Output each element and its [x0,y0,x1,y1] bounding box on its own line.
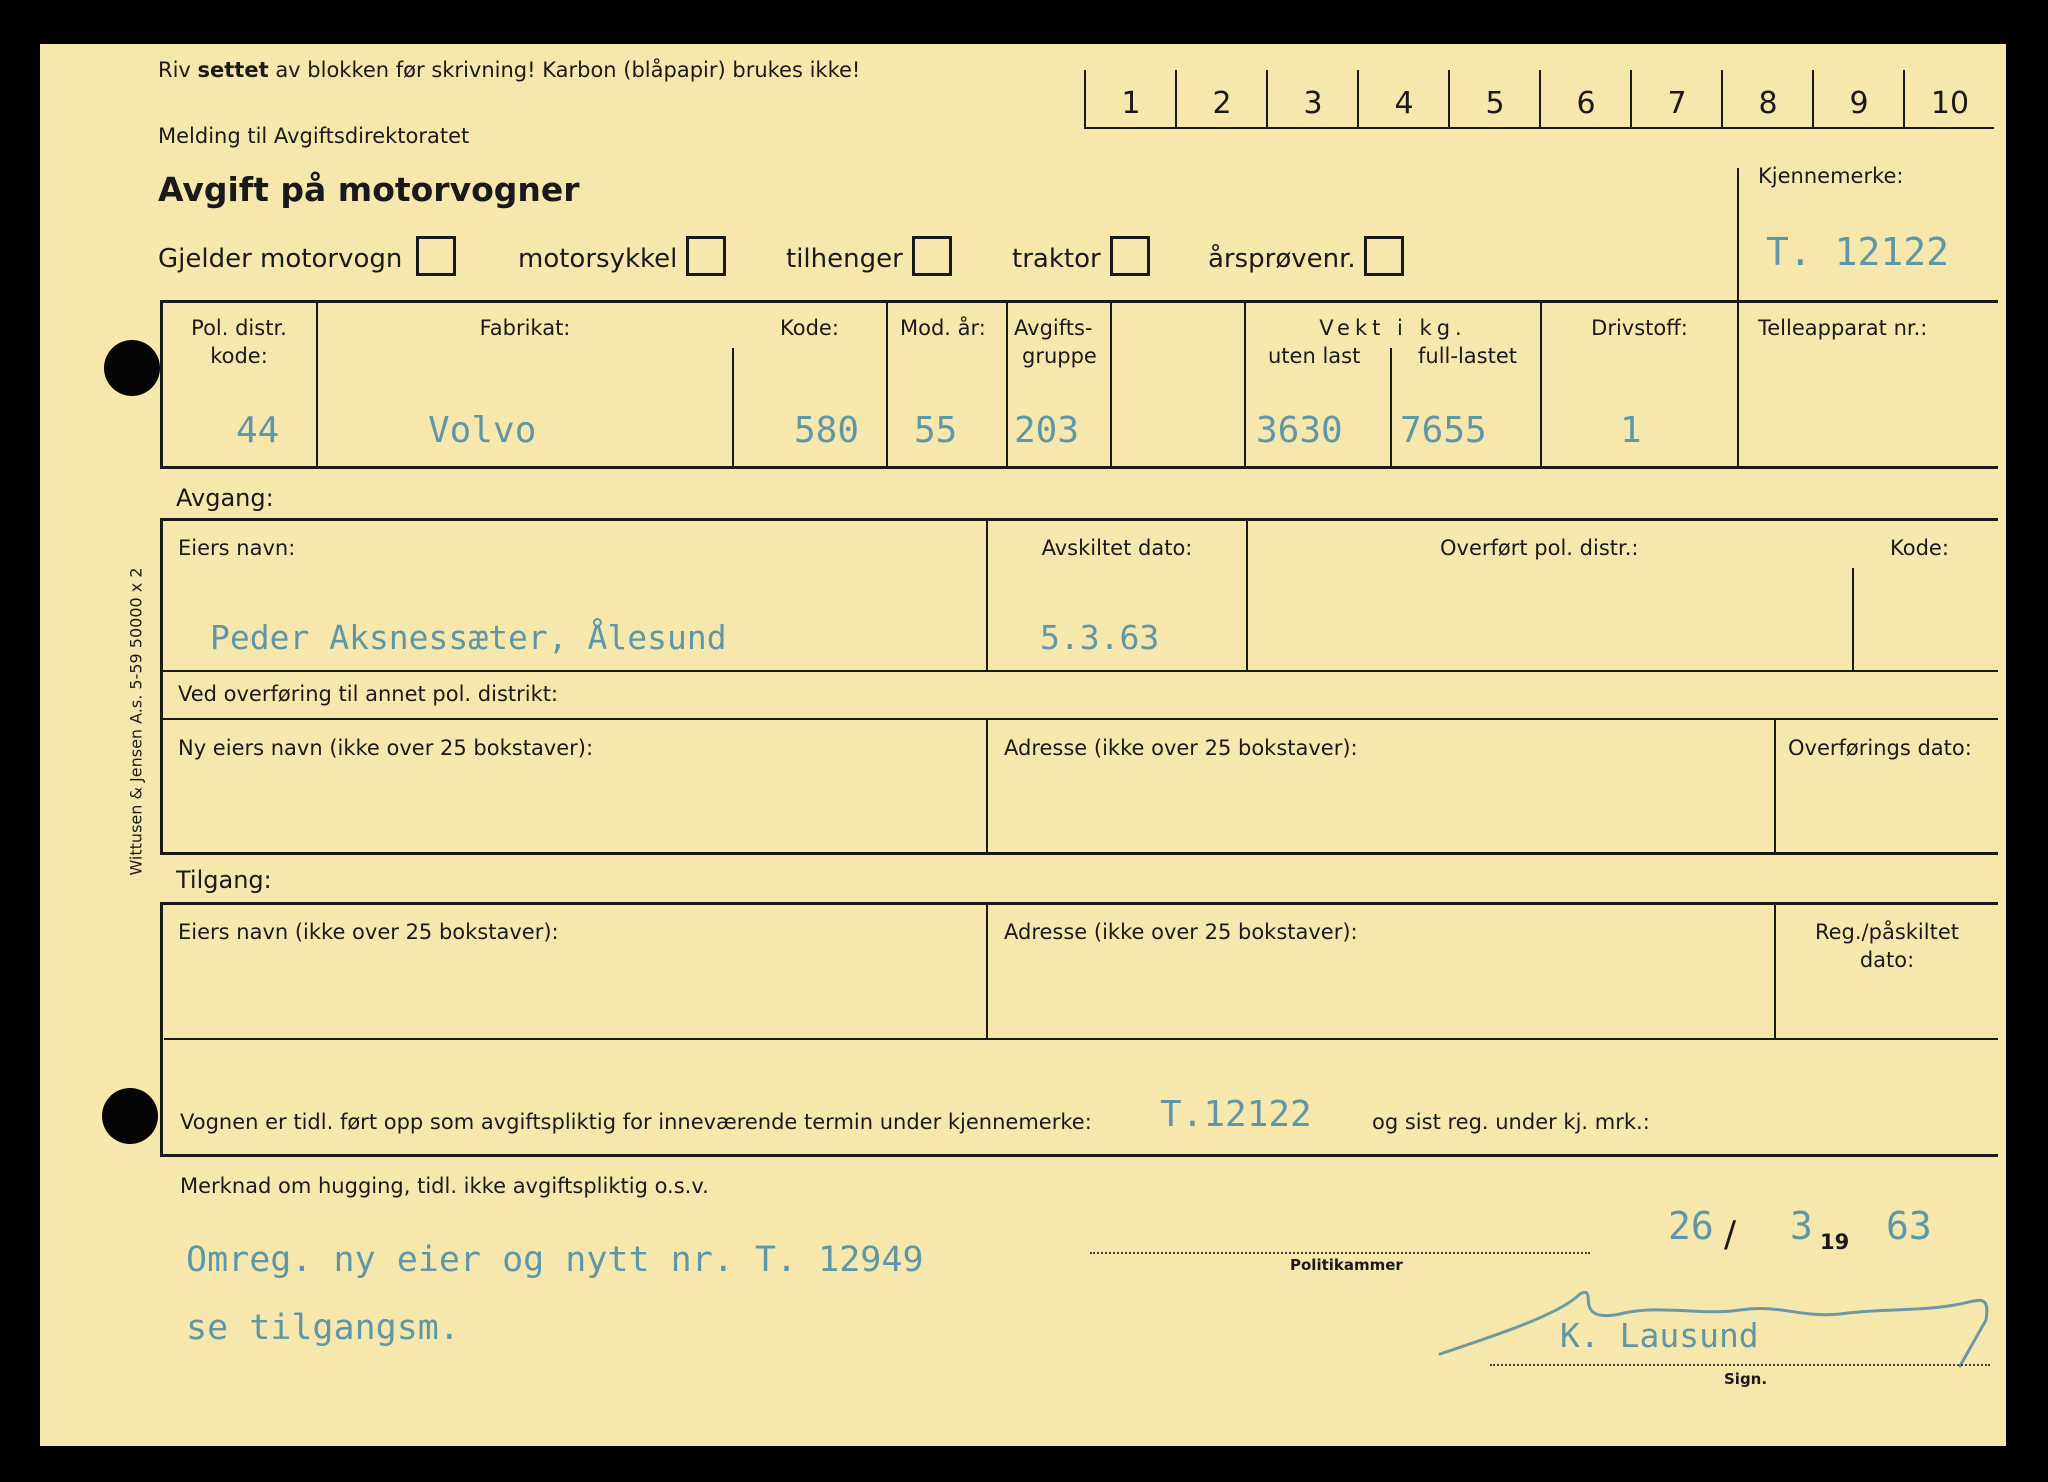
tilgang-adresse-label: Adresse (ikke over 25 bokstaver): [1004,920,1358,944]
number-8: 8 [1758,86,1778,121]
gjelder-label: Gjelder motorvogn [158,244,403,274]
number-9: 9 [1849,86,1869,121]
kode-label: Kode: [780,316,839,340]
number-6: 6 [1576,86,1596,121]
motorsykkel-checkbox[interactable] [686,236,726,276]
avskiltet-value: 5.3.63 [1040,618,1160,657]
vognen-text: Vognen er tidl. ført opp som avgiftspliktig for inneværende termin under kjennemerke: [180,1110,1092,1134]
number-2: 2 [1212,86,1232,121]
avgiftsgruppe-value: 203 [1014,410,1080,451]
overfort-label: Overført pol. distr.: [1440,536,1639,560]
merknad-line-1: Omreg. ny eier og nytt nr. T. 12949 [186,1240,924,1280]
date-separator: / [1724,1214,1737,1255]
avgang-eier-value: Peder Aksnessæter, Ålesund [210,618,727,657]
traktor-label: traktor [1012,244,1101,274]
uten-last-label: uten last [1268,344,1361,368]
melding-text: Melding til Avgiftsdirektoratet [158,124,470,148]
pol-distr-value: 44 [236,410,280,451]
avgang-eier-label: Eiers navn: [178,536,296,560]
number-3: 3 [1303,86,1323,121]
reg-paskiltet-label-2: dato: [1859,948,1915,972]
document-card [40,44,2006,1446]
traktor-checkbox[interactable] [1110,236,1150,276]
ved-overforing-label: Ved overføring til annet pol. distrikt: [178,682,559,706]
arsprovenr-label: årsprøvenr. [1208,244,1356,274]
printer-side-text: Wittusen & Jensen A.s. 5-59 50000 x 2 [126,567,146,876]
instruction-post: av blokken før skrivning! Karbon (blåpapir) brukes ikke! [268,58,861,82]
politikammer-label: Politikammer [1290,1256,1403,1274]
punch-hole-bottom [102,1088,158,1144]
avgiftsgruppe-label-2: gruppe [1022,344,1097,368]
motorsykkel-label: motorsykkel [518,244,678,274]
merknad-line-2: se tilgangsm. [186,1308,460,1348]
full-lastet-value: 7655 [1400,410,1487,451]
drivstoff-value: 1 [1620,410,1642,451]
number-4: 4 [1394,86,1414,121]
instruction-pre: Riv [158,58,198,82]
date-century: 19 [1820,1230,1850,1254]
avskiltet-label: Avskiltet dato: [1041,536,1193,560]
fabrikat-value: Volvo [428,410,537,451]
kjennemerke-label: Kjennemerke: [1758,164,1904,188]
full-lastet-label: full-lastet [1418,344,1517,368]
fabrikat-label: Fabrikat: [479,316,571,340]
number-1: 1 [1121,86,1141,121]
politikammer-line [1090,1252,1590,1254]
vekt-label: Vekt i kg. [1319,316,1467,340]
tilgang-label: Tilgang: [176,866,272,894]
uten-last-value: 3630 [1256,410,1343,451]
pol-kode-label: kode: [210,344,268,368]
number-7: 7 [1667,86,1687,121]
ny-eier-label: Ny eiers navn (ikke over 25 bokstaver): [178,736,594,760]
number-10: 10 [1930,86,1970,121]
pol-distr-label: Pol. distr. [191,316,287,340]
drivstoff-label: Drivstoff: [1591,316,1688,340]
signature-line [1490,1364,1990,1366]
signer-name: K. Lausund [1560,1316,1759,1355]
date-month: 3 [1790,1204,1813,1248]
overforings-dato-label: Overførings dato: [1788,736,1972,760]
merknad-label: Merknad om hugging, tidl. ikke avgiftspliktig o.s.v. [180,1174,709,1198]
avgang-kode-label: Kode: [1890,536,1949,560]
instruction-bold: settet [197,58,269,82]
date-year: 63 [1886,1204,1932,1248]
mod-ar-label: Mod. år: [900,316,986,340]
form-title: Avgift på motorvogner [158,170,580,209]
vognen-kjennemerke-value: T.12122 [1160,1094,1312,1135]
mod-ar-value: 55 [914,410,958,451]
punch-hole-top [104,340,160,396]
kode-value: 580 [794,410,860,451]
kjennemerke-value: T. 12122 [1766,230,1950,274]
avgang-adresse-label: Adresse (ikke over 25 bokstaver): [1004,736,1358,760]
reg-paskiltet-label-1: Reg./påskiltet [1814,920,1959,944]
tilhenger-checkbox[interactable] [912,236,952,276]
sign-label: Sign. [1724,1370,1768,1388]
date-day: 26 [1668,1204,1714,1248]
number-5: 5 [1485,86,1505,121]
tilhenger-label: tilhenger [786,244,903,274]
avgang-label: Avgang: [176,484,274,512]
tilgang-eier-label: Eiers navn (ikke over 25 bokstaver): [178,920,559,944]
avgiftsgruppe-label-1: Avgifts- [1014,316,1093,340]
arsprovenr-checkbox[interactable] [1364,236,1404,276]
instruction-text [158,58,860,82]
telleapparat-label: Telleapparat nr.: [1758,316,1928,340]
sist-reg-text: og sist reg. under kj. mrk.: [1372,1110,1650,1134]
motorvogn-checkbox[interactable] [416,236,456,276]
